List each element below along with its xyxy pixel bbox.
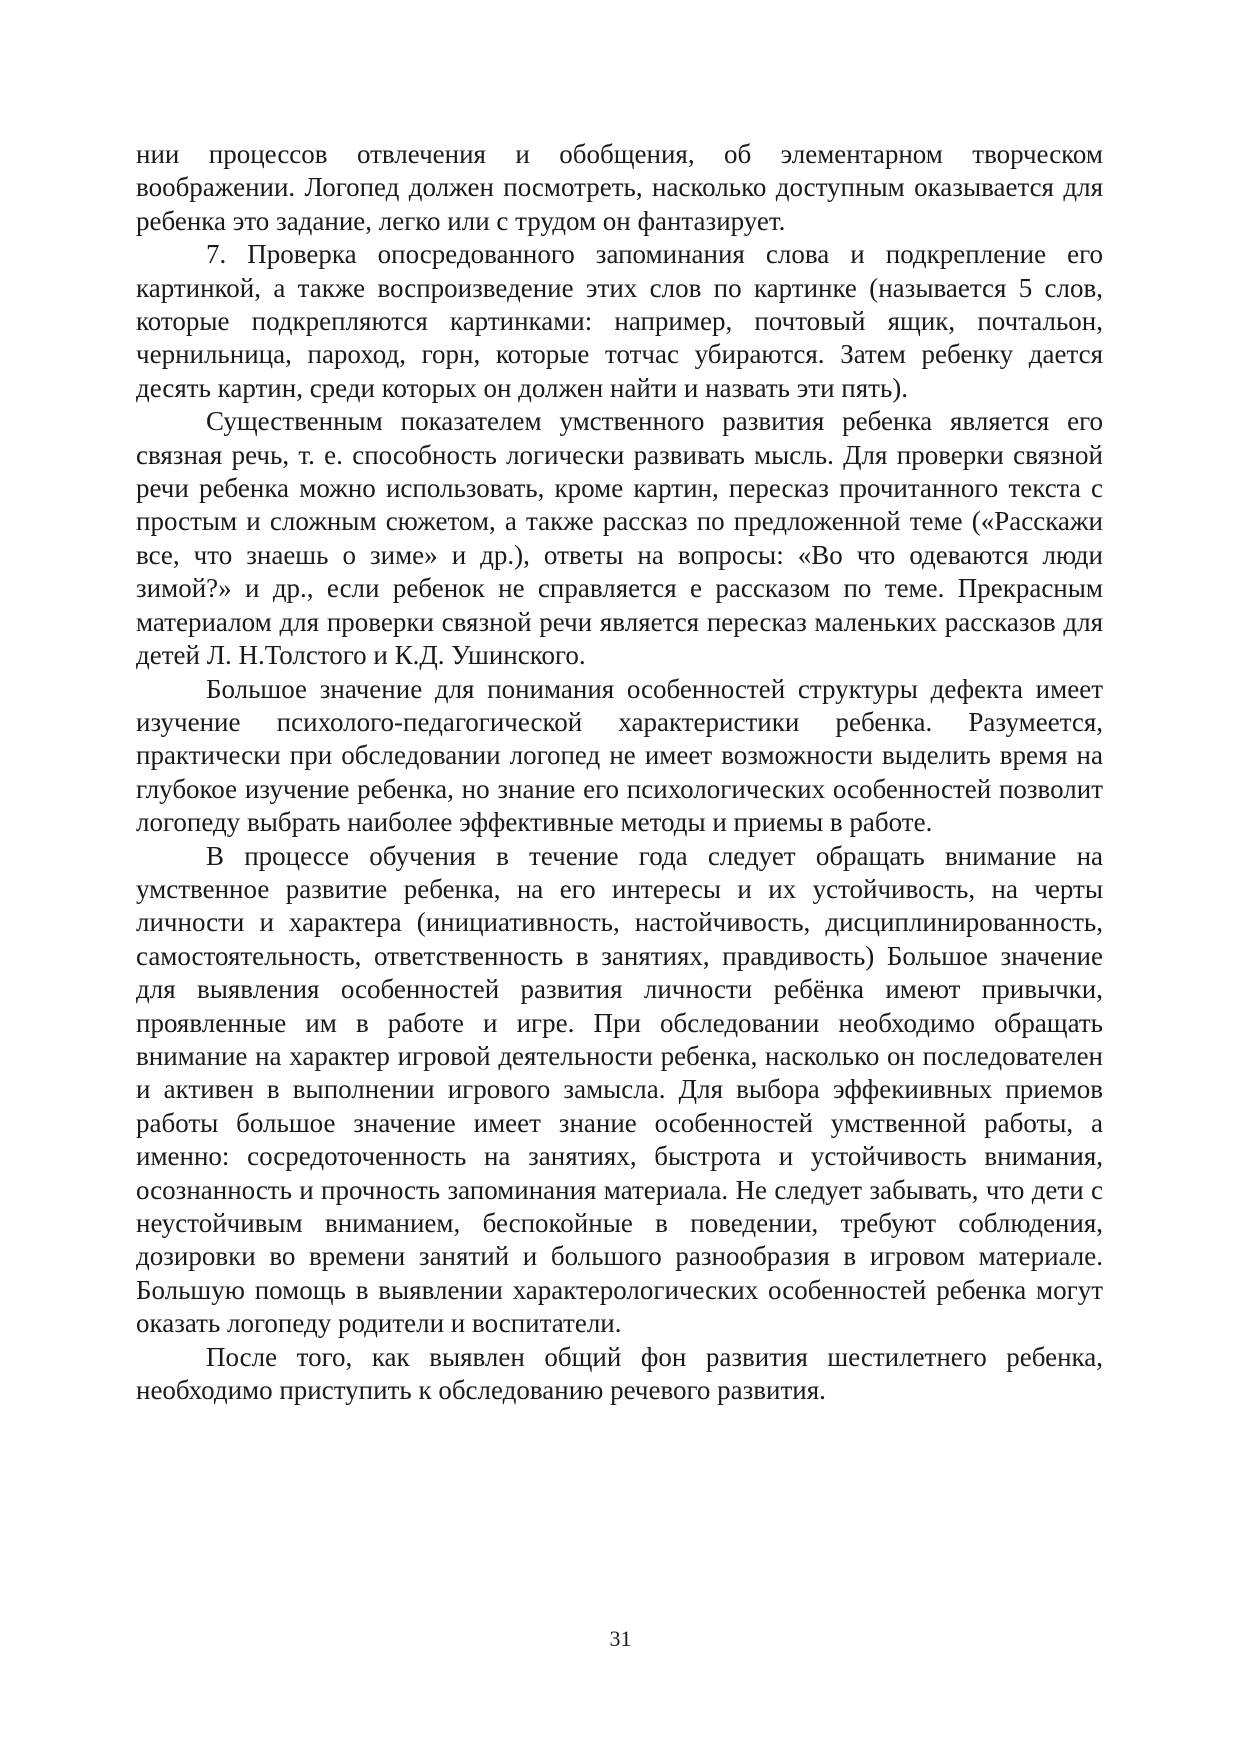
paragraph-learning-process: В процессе обучения в течение года следует обращать внимание на умственное развитие ребенка, на его интересы и их устойчивость, на черты личности и характера (инициативность, настойчивость, дисциплинированность, самостоятельность, ответственность в занятиях, правдивость) Большое значение для выявления особенностей развития личности ребёнка имеют привычки, проявленные им в работе и игре. При обследовании необходимо обращать внимание на характер игровой деятельности ребенка, насколько он последователен и активен в выполнении игрового замысла. Для выбора эффекиивных приемов работы большое значение имеет знание особенностей умственной работы, а именно: сосредоточенность на занятиях, быстрота и устойчивость внимания, осознанность и прочность запоминания материала. Не следует забывать, что дети с неустойчивым вниманием, беспокойные в поведении, требуют соблюдения, дозировки во времени занятий и большого разнообразия в игровом материале. Большую помощь в выявлении характерологических особенностей ребенка могут оказать логопеду родители и воспитатели. bbox=[136, 840, 1103, 1339]
page-body bbox=[136, 138, 1103, 1407]
paragraph-conclusion: После того, как выявлен общий фон развития шестилетнего ребенка, необходимо приступить к обследованию речевого развития. bbox=[136, 1341, 1103, 1406]
paragraph-connected-speech: Существенным показателем умственного развития ребенка является его связная речь, т. е. способность логически развивать мысль. Для проверки связной речи ребенка можно использовать, кроме картин, пересказ прочитанного текста с простым и сложным сюжетом, а также рассказ по предложенной теме («Расскажи все, что знаешь о зиме» и др.), ответы на вопросы: «Во что одеваются люди зимой?» и др., если ребенок не справляется е рассказом по теме. Прекрасным материалом для проверки связной речи является пересказ маленьких рассказов для детей Л. Н.Толстого и К.Д. Ушинского. bbox=[136, 406, 1103, 671]
paragraph-psychological-characteristics: Большое значение для понимания особенностей структуры дефекта имеет изучение психолого-педагогической характеристики ребенка. Разумеется, практически при обследовании логопед не имеет возможности выделить время на глубокое изучение ребенка, но знание его психологических особенностей позволит логопеду выбрать наиболее эффективные методы и приемы в работе. bbox=[136, 673, 1103, 838]
paragraph-item-7: 7. Проверка опосредованного запоминания слова и подкрепление его картинкой, а также воспроизведение этих слов по картинке (называется 5 слов, которые подкрепляются картинками: например, почтовый ящик, почтальон, чернильница, пароход, горн, которые тотчас убираются. Затем ребенку дается десять картин, среди которых он должен найти и назвать эти пять). bbox=[136, 239, 1103, 403]
paragraph-continuation: нии процессов отвлечения и обобщения, об элементарном творческом воображении. Логопед должен посмотреть, насколько доступным оказывается для ребенка это задание, легко или с трудом он фантазирует. bbox=[136, 139, 1103, 236]
page-number: 31 bbox=[609, 1626, 632, 1651]
